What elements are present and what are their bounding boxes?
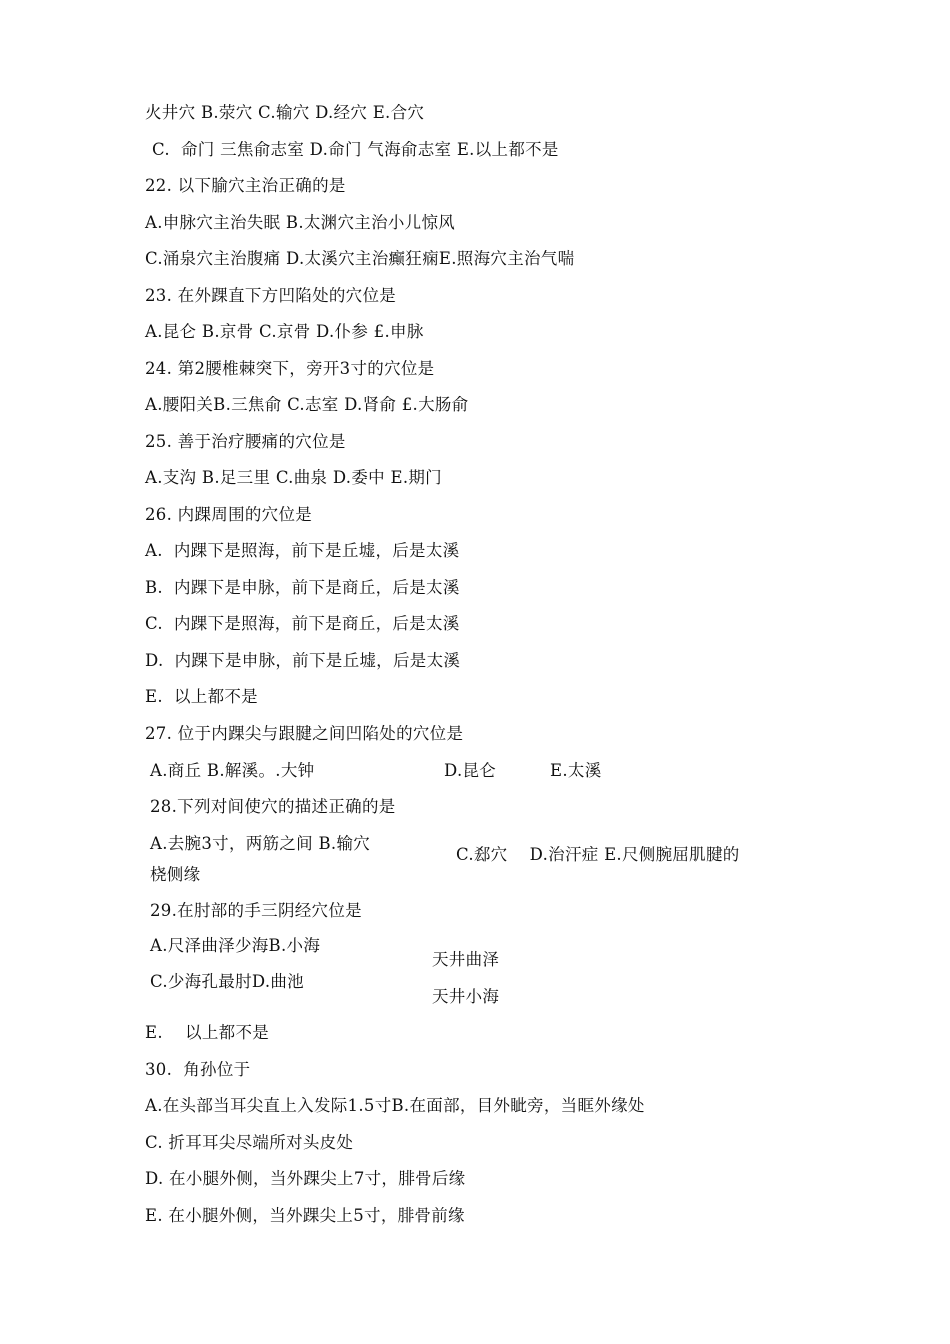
option-30-e: E. 在小腿外侧，当外踝尖上5寸，腓骨前缘 — [145, 1206, 465, 1225]
options-22-cde: C.涌泉穴主治腹痛 D.太溪穴主治癫狂痫E.照海穴主治气喘 — [145, 249, 575, 268]
option-26-a: A. 内踝下是照海，前下是丘墟，后是太溪 — [145, 541, 460, 560]
options-23: A.昆仑 B.京骨 C.京骨 D.仆参 £.申脉 — [145, 322, 424, 341]
question-23: 23. 在外踝直下方凹陷处的穴位是 — [145, 286, 397, 305]
option-27-e: E.太溪 — [550, 761, 602, 780]
question-29: 29.在肘部的手三阴经穴位是 — [150, 901, 362, 920]
question-27: 27. 位于内踝尖与跟腱之间凹陷处的穴位是 — [145, 724, 464, 743]
options-30-ab: A.在头部当耳尖直上入发际1.5寸B.在面部，目外眦旁，当眶外缘处 — [145, 1096, 645, 1115]
options-28-b-cont: 桡侧缘 — [150, 865, 201, 884]
options-28-ab: A.去腕3寸，两筋之间 B.输穴 — [150, 834, 371, 853]
options-29-cd: C.少海孔最肘D.曲池 — [150, 972, 304, 991]
question-22: 22. 以下腧穴主治正确的是 — [145, 176, 346, 195]
options-28-cde: C.郄穴 D.治汗症 E.尺侧腕屈肌腱的 — [456, 845, 740, 864]
options-29-col2-a: 天井曲泽 — [432, 950, 500, 969]
options-24: A.腰阳关B.三焦俞 C.志室 D.肾俞 £.大肠俞 — [145, 395, 469, 414]
option-26-e: E. 以上都不是 — [145, 687, 258, 706]
option-30-c: C. 折耳耳尖尽端所对头皮处 — [145, 1133, 354, 1152]
options-22-ab: A.申脉穴主治失眠 B.太渊穴主治小儿惊风 — [145, 213, 456, 232]
options-29-col2-b: 天井小海 — [432, 987, 500, 1006]
answer-options-21: 火井穴 B.荥穴 C.输穴 D.经穴 E.合穴 — [145, 103, 425, 122]
answer-options-21-cont: C. 命门 三焦俞志室 D.命门 气海俞志室 E.以上都不是 — [152, 140, 559, 159]
question-25: 25. 善于治疗腰痛的穴位是 — [145, 432, 346, 451]
options-27-abc: A.商丘 B.解溪。.大钟 — [150, 761, 315, 780]
options-29-ab: A.尺泽曲泽少海B.小海 — [150, 936, 321, 955]
question-26: 26. 内踝周围的穴位是 — [145, 505, 313, 524]
question-24: 24. 第2腰椎棘突下，旁开3寸的穴位是 — [145, 359, 435, 378]
option-26-b: B. 内踝下是申脉，前下是商丘，后是太溪 — [145, 578, 460, 597]
question-28: 28.下列对间使穴的描述正确的是 — [150, 797, 396, 816]
question-30: 30. 角孙位于 — [145, 1060, 251, 1079]
option-29-e: E. 以上都不是 — [145, 1023, 270, 1042]
option-27-d: D.昆仑 — [444, 761, 497, 780]
options-25: A.支沟 B.足三里 C.曲泉 D.委中 E.期门 — [145, 468, 442, 487]
option-30-d: D. 在小腿外侧，当外踝尖上7寸，腓骨后缘 — [145, 1169, 466, 1188]
option-26-c: C. 内踝下是照海，前下是商丘，后是太溪 — [145, 614, 460, 633]
option-26-d: D. 内踝下是申脉，前下是丘墟，后是太溪 — [145, 651, 461, 670]
